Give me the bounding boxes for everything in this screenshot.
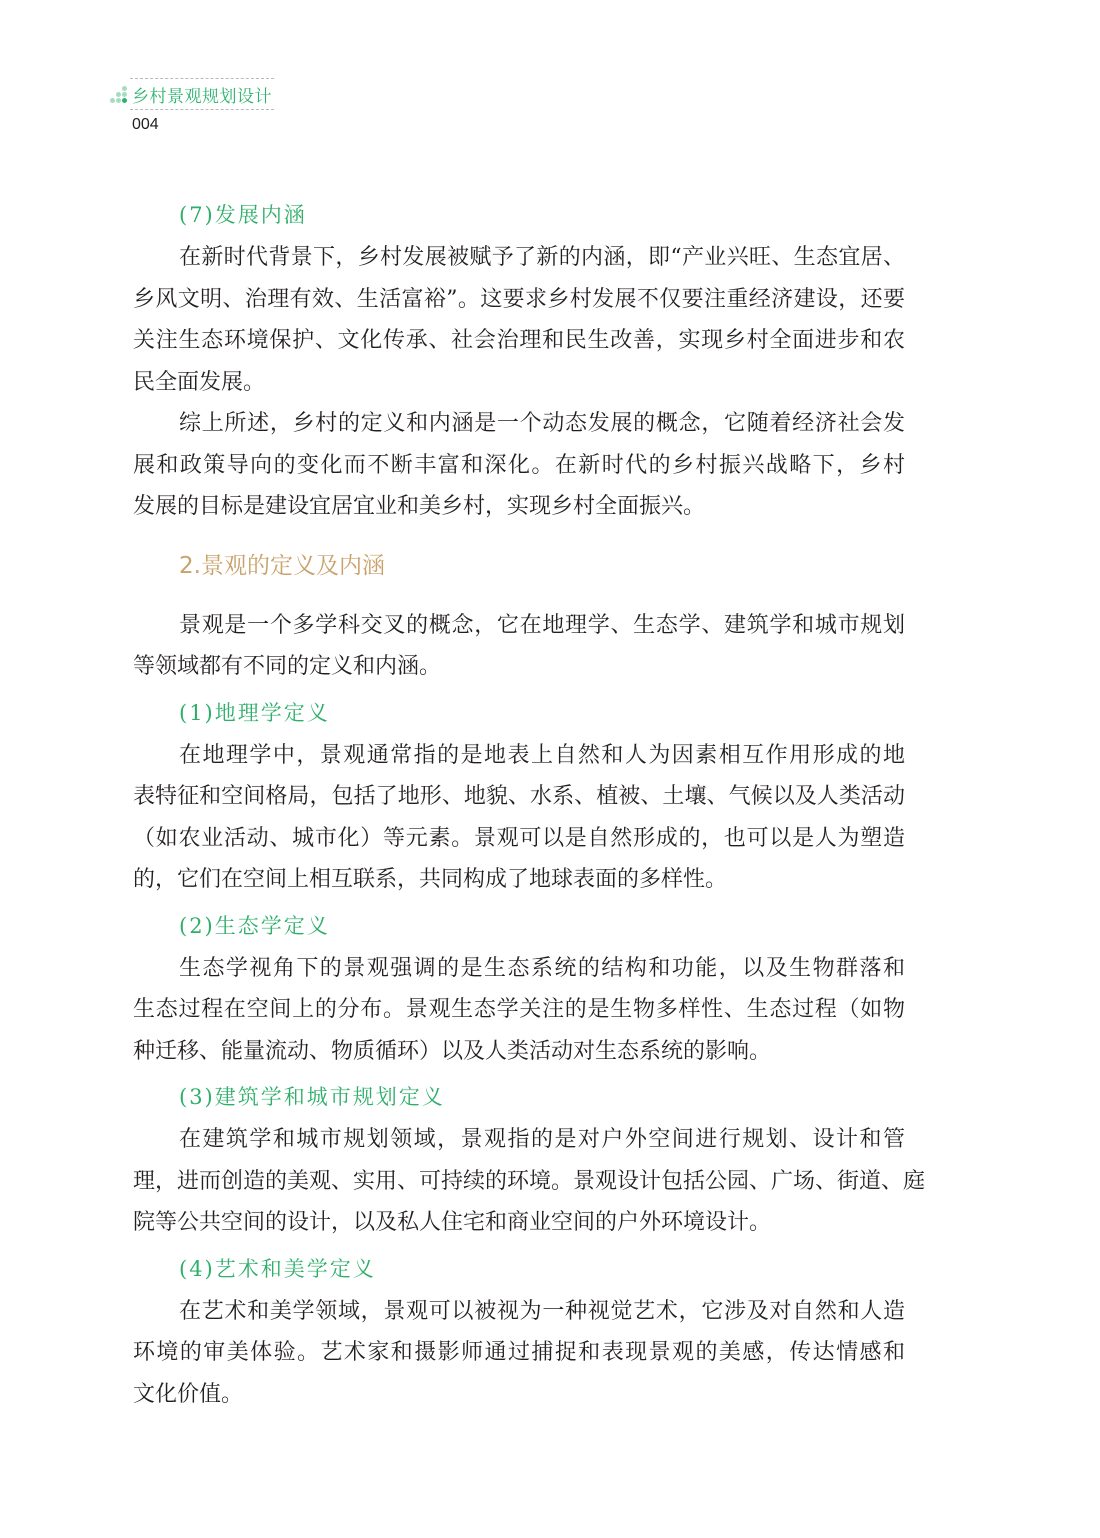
paragraph-line: 院等公共空间的设计，以及私人住宅和商业空间的户外环境设计。 xyxy=(133,1210,772,1235)
paragraph-line: 文化价值。 xyxy=(133,1381,244,1407)
paragraph-line: 在建筑学和城市规划领域，景观指的是对户外空间进行规划、设计和管 xyxy=(179,1127,905,1152)
paragraph-line: 种迁移、能量流动、物质循环）以及人类活动对生态系统的影响。 xyxy=(133,1038,772,1064)
subsection-heading: (1)地理学定义 xyxy=(179,700,330,725)
subsection-heading: (2)生态学定义 xyxy=(179,913,330,938)
subsection-heading: (3)建筑学和城市规划定义 xyxy=(179,1085,445,1109)
running-header xyxy=(108,78,274,110)
paragraph-line: 关注生态环境保护、文化传承、社会治理和民生改善，实现乡村全面进步和农 xyxy=(133,328,905,353)
subsection-heading: (7)发展内涵 xyxy=(179,203,307,227)
paragraph xyxy=(133,605,905,688)
paragraph xyxy=(133,1119,926,1244)
paragraph-line: 在新时代背景下，乡村发展被赋予了新的内涵，即“产业兴旺、生态宜居、 xyxy=(179,245,905,270)
paragraph-line: 发展的目标是建设宜居宜业和美乡村，实现乡村全面振兴。 xyxy=(133,494,706,519)
section-heading: 2.景观的定义及内涵 xyxy=(179,552,385,579)
paragraph-line: 生态过程在空间上的分布。景观生态学关注的是生物多样性、生态过程（如物 xyxy=(133,997,905,1022)
header-divider-bottom xyxy=(130,109,274,110)
paragraph-line: 等领域都有不同的定义和内涵。 xyxy=(133,654,442,679)
book-title: 乡村景观规划设计 xyxy=(132,86,272,107)
paragraph xyxy=(133,948,905,1073)
subsection-heading: (4)艺术和美学定义 xyxy=(179,1256,376,1281)
paragraph-line: 展和政策导向的变化而不断丰富和深化。在新时代的乡村振兴战略下，乡村 xyxy=(133,452,905,478)
paragraph-line: 在艺术和美学领域，景观可以被视为一种视觉艺术，它涉及对自然和人造 xyxy=(179,1298,905,1324)
body-text xyxy=(133,190,926,1415)
paragraph-line: 生态学视角下的景观强调的是生态系统的结构和功能，以及生物群落和 xyxy=(179,955,905,981)
paragraph xyxy=(133,1291,905,1416)
paragraph-line: 理，进而创造的美观、实用、可持续的环境。景观设计包括公园、广场、街道、庭 xyxy=(133,1168,926,1194)
paragraph-line: 乡风文明、治理有效、生活富裕”。这要求乡村发展不仅要注重经济建设，还要 xyxy=(133,286,905,312)
paragraph xyxy=(133,403,905,528)
dots-logo-icon xyxy=(108,85,128,103)
paragraph-line: 表特征和空间格局，包括了地形、地貌、水系、植被、土壤、气候以及人类活动 xyxy=(133,784,905,809)
paragraph-line: 的，它们在空间上相互联系，共同构成了地球表面的多样性。 xyxy=(133,867,728,892)
paragraph-line: 综上所述，乡村的定义和内涵是一个动态发展的概念，它随着经济社会发 xyxy=(179,411,905,436)
paragraph-line: 民全面发展。 xyxy=(133,369,266,395)
paragraph-line: 在地理学中，景观通常指的是地表上自然和人为因素相互作用形成的地 xyxy=(179,742,905,768)
paragraph xyxy=(133,735,905,901)
paragraph-line: 环境的审美体验。艺术家和摄影师通过捕捉和表现景观的美感，传达情感和 xyxy=(133,1340,905,1365)
page-number: 004 xyxy=(132,116,159,133)
paragraph-line: 景观是一个多学科交叉的概念，它在地理学、生态学、建筑学和城市规划 xyxy=(179,612,905,638)
paragraph xyxy=(133,237,905,403)
paragraph-line: （如农业活动、城市化）等元素。景观可以是自然形成的，也可以是人为塑造 xyxy=(133,825,905,851)
